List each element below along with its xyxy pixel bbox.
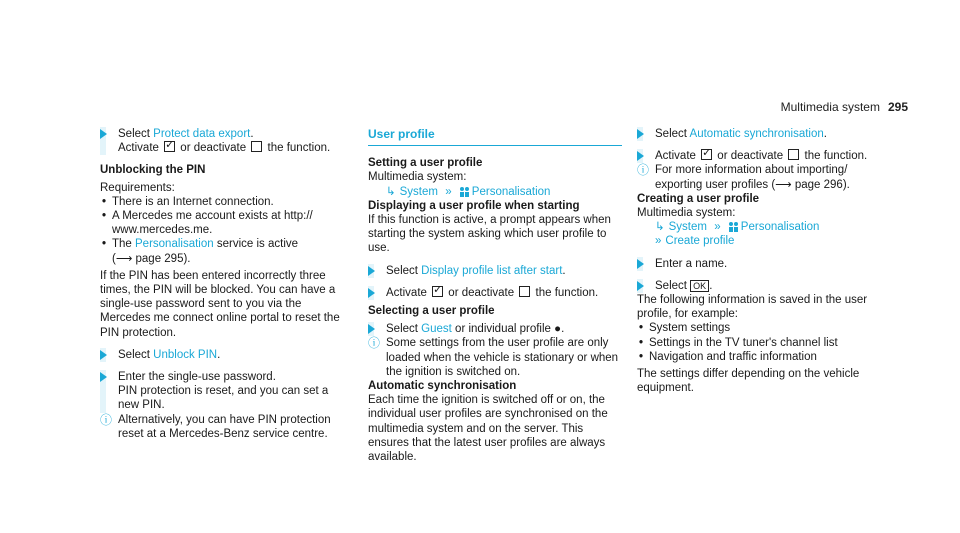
checkbox-empty-icon xyxy=(251,141,262,152)
step-unblock: Select Unblock PIN. xyxy=(100,348,350,362)
requirements-label: Requirements: xyxy=(100,181,175,194)
step-arrow-icon xyxy=(100,372,107,382)
paragraph: If this function is active, a prompt appears when starting the system asking which user profile to use. xyxy=(368,214,611,255)
step-arrow-icon xyxy=(637,129,644,139)
link-guest[interactable]: Guest xyxy=(421,323,452,336)
link-personalisation[interactable]: Personalisation xyxy=(135,238,214,251)
list-item: • A Mercedes me account exists at http:// www.mercedes.me. xyxy=(100,209,350,237)
column-1 xyxy=(100,127,350,441)
chevron-right-icon: » xyxy=(714,221,721,234)
link-create-profile[interactable]: Create profile xyxy=(665,235,735,248)
step-enter-password: Enter the single-use password. PIN protection is reset, and you can set a new PIN. xyxy=(100,370,350,413)
chevron-right-icon: » xyxy=(655,235,662,248)
info-icon: ⓘ xyxy=(637,163,650,178)
checkbox-checked-icon xyxy=(432,286,443,297)
menu-path xyxy=(637,220,887,248)
menu-path xyxy=(368,185,622,199)
checkbox-empty-icon xyxy=(788,149,799,160)
step-select-ok: Select OK . xyxy=(637,279,887,293)
menu-label: Multimedia system: xyxy=(368,171,467,184)
paragraph: The following information is saved in the user profile, for example: xyxy=(637,294,868,321)
menu-enter-icon: ↳ xyxy=(386,185,396,198)
heading-setting-profile: Setting a user profile xyxy=(368,157,483,170)
step-arrow-icon xyxy=(637,151,644,161)
step-activate: Activate ✓ or deactivate the function. xyxy=(368,286,622,300)
checkbox-empty-icon xyxy=(519,286,530,297)
ok-key-icon: OK xyxy=(690,280,709,292)
page-header xyxy=(781,100,908,114)
column-3 xyxy=(637,127,887,395)
list-item: • There is an Internet connection. xyxy=(100,195,350,209)
link-system[interactable]: System xyxy=(399,185,438,198)
chevron-right-icon: » xyxy=(445,185,452,198)
header-title: Multimedia system xyxy=(780,100,880,114)
section-title: User profile xyxy=(368,127,622,146)
step-arrow-icon xyxy=(368,288,375,298)
info-icon: ⓘ xyxy=(100,412,113,427)
link-personalisation[interactable]: Personalisation xyxy=(740,221,820,234)
heading-unblock: Unblocking the PIN xyxy=(100,164,206,177)
step-arrow-icon xyxy=(100,129,107,139)
heading-auto-sync: Automatic synchronisation xyxy=(368,380,517,393)
step-enter-name: Enter a name. xyxy=(637,257,887,271)
step-arrow-icon xyxy=(368,324,375,334)
paragraph: The settings differ depending on the vehicle equipment. xyxy=(637,368,860,395)
info-note: ⓘ For more information about importing/ exporting user profiles (⟶ page 296). xyxy=(637,163,850,191)
link-display-profile-list[interactable]: Display profile list after start xyxy=(421,264,563,277)
checkbox-checked-icon xyxy=(701,149,712,160)
step-protect-data: Select Protect data export. Activate ✓ or deactivate the function. xyxy=(100,127,350,155)
list-item: • Navigation and traffic information xyxy=(637,350,887,364)
column-2 xyxy=(368,127,622,464)
checkbox-checked-icon xyxy=(164,141,175,152)
step-arrow-icon xyxy=(637,281,644,291)
link-automatic-synchronisation[interactable]: Automatic synchronisation xyxy=(689,128,824,140)
step-arrow-icon xyxy=(637,259,644,269)
step-arrow-icon xyxy=(368,266,375,276)
link-unblock-pin[interactable]: Unblock PIN xyxy=(153,348,218,361)
link-personalisation[interactable]: Personalisation xyxy=(471,185,551,198)
menu-enter-icon: ↳ xyxy=(655,221,665,234)
personalisation-icon xyxy=(459,186,470,197)
heading-selecting-profile: Selecting a user profile xyxy=(368,305,495,318)
list-item: • Settings in the TV tuner's channel list xyxy=(637,336,887,350)
info-note: ⓘ Alternatively, you can have PIN protection reset at a Mercedes-Benz service centre. xyxy=(100,412,331,440)
heading-display-profile: Displaying a user profile when starting xyxy=(368,199,580,212)
step-arrow-icon xyxy=(100,350,107,360)
info-note: ⓘ Some settings from the user profile are only loaded when the vehicle is stationary or when the ignition is switched on. xyxy=(368,336,619,378)
list-item: • System settings xyxy=(637,321,887,335)
menu-label: Multimedia system: xyxy=(637,207,736,220)
step-auto-sync: Select Automatic synchronisation. xyxy=(637,127,887,141)
link-protect-data-export[interactable]: Protect data export xyxy=(153,128,251,140)
step-activate: Activate ✓ or deactivate the function. xyxy=(637,149,887,163)
step-select-guest: Select Guest or individual profile ●. xyxy=(368,322,622,336)
info-icon: ⓘ xyxy=(368,336,381,351)
link-system[interactable]: System xyxy=(668,221,707,234)
paragraph: Each time the ignition is switched off or on, the individual user profiles are synchronised on the multimedia system and on the server. This ensures that the latest user profiles are always available. xyxy=(368,394,608,464)
paragraph-pin-blocked: If the PIN has been entered incorrectly three times, the PIN will be blocked. You can have a single-use password sent to you via the Mercedes me connect online portal to reset the PIN protection. xyxy=(100,269,340,339)
page-number: 295 xyxy=(887,100,908,114)
personalisation-icon xyxy=(728,221,739,232)
heading-creating-profile: Creating a user profile xyxy=(637,192,760,205)
list-item: • The Personalisation service is active (⟶ page 295). xyxy=(100,237,350,265)
step-display-list: Select Display profile list after start. xyxy=(368,264,622,278)
